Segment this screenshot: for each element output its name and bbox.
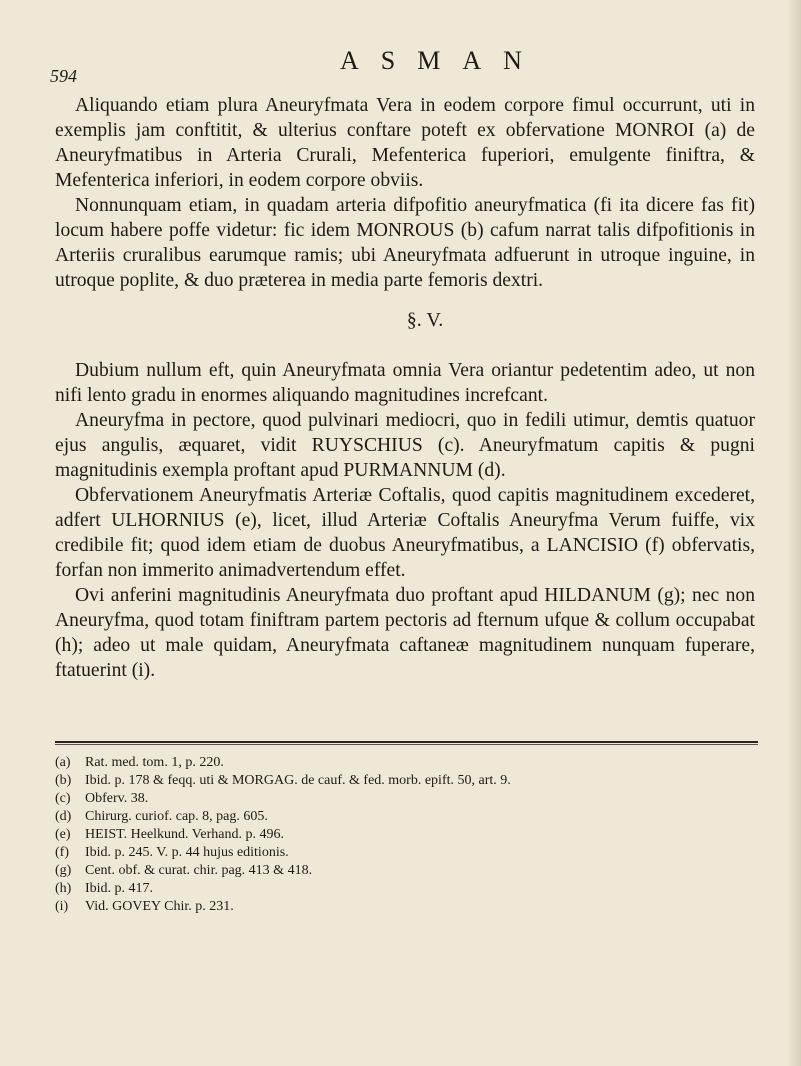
footnote-text: Chirurg. curiof. cap. 8, pag. 605. — [85, 809, 268, 824]
footnote — [55, 772, 755, 790]
footnote — [55, 844, 755, 862]
footnote-text: Ibid. p. 245. V. p. 44 hujus editionis. — [85, 845, 289, 860]
footnotes — [55, 754, 755, 916]
footnote-label: (c) — [55, 791, 71, 806]
running-title: ASMAN — [340, 46, 544, 75]
paragraph: Obfervationem Aneuryfmatis Arteriæ Coftalis, quod capitis magnitudinem excederet, adfert ULHORNIUS (e), licet, illud Arteriæ Coftalis Aneuryfma Verum fuiffe, vix credibile fit; quod idem etiam de duobus Aneuryfmatibus, a LANCISIO (f) obfervatis, forfan non immerito animadvertendum effet. — [55, 485, 755, 581]
footnote-text: Rat. med. tom. 1, p. 220. — [85, 755, 224, 770]
footnote-label: (i) — [55, 899, 69, 914]
paragraph: Aneuryfma in pectore, quod pulvinari mediocri, quo in fedili utimur, demtis quatuor ejus angulis, æquaret, vidit RUYSCHIUS (c). Aneuryfmatum capitis & pugni magnitudinis exempla proftant apud PURMANNUM (d). — [55, 410, 755, 481]
footnote — [55, 826, 755, 844]
footnote-text: Ibid. p. 178 & feqq. uti & MORGAG. de cauf. & fed. morb. epift. 50, art. 9. — [85, 773, 511, 788]
body-text — [55, 93, 755, 683]
paragraph: Nonnunquam etiam, in quadam arteria difpofitio aneuryfmatica (fi ita dicere fas fit) locum habere poffe videtur: fic idem MONROUS (b) cafum narrat talis difpofitionis in Arteriis cruralibus earumque ramis; ubi Aneuryfmata adfuerunt in utroque inguine, in utroque poplite, & duo præterea in media parte femoris dextri. — [55, 195, 755, 291]
footnote-label: (b) — [55, 773, 72, 788]
page-edge — [787, 0, 801, 1066]
section-heading: §. V. — [406, 309, 444, 331]
paragraph: Aliquando etiam plura Aneuryfmata Vera in eodem corpore fimul occurrunt, uti in exemplis jam conftitit, & ulterius conftare poteft ex obfervatione MONROI (a) de Aneuryfmatibus in Arteria Crurali, Mefenterica fuperiori, emulgente finiftra, & Mefenterica inferiori, in eodem corpore obviis. — [55, 95, 755, 191]
footnote — [55, 790, 755, 808]
footnote-label: (f) — [55, 845, 69, 860]
footnote — [55, 862, 755, 880]
paragraph: Dubium nullum eft, quin Aneuryfmata omnia Vera oriantur pedetentim adeo, ut non nifi lento gradu in enormes aliquando magnitudines increfcant. — [55, 360, 755, 406]
footnote-text: Ibid. p. 417. — [85, 881, 154, 896]
footnote-rule — [55, 741, 758, 745]
footnote-text: Vid. GOVEY Chir. p. 231. — [85, 899, 234, 914]
footnote-text: HEIST. Heelkund. Verhand. p. 496. — [85, 827, 284, 842]
footnote — [55, 754, 755, 772]
footnote-label: (h) — [55, 881, 72, 896]
footnote-label: (d) — [55, 809, 72, 824]
page-header — [50, 44, 750, 84]
footnote — [55, 880, 755, 898]
footnote-label: (g) — [55, 863, 72, 878]
footnote — [55, 808, 755, 826]
footnote-label: (e) — [55, 827, 71, 842]
paragraph: Ovi anferini magnitudinis Aneuryfmata duo proftant apud HILDANUM (g); nec non Aneuryfma, quod totam finiftram partem pectoris ad fternum ufque & collum occupabat (h); adeo ut male quidam, Aneuryfmata caftaneæ magnitudinem nunquam fuperare, ftatuerint (i). — [55, 585, 755, 681]
footnote — [55, 898, 755, 916]
footnote-label: (a) — [55, 755, 71, 770]
page-number: 594 — [50, 66, 77, 86]
footnote-text: Obferv. 38. — [85, 791, 149, 806]
footnote-text: Cent. obf. & curat. chir. pag. 413 & 418. — [85, 863, 313, 878]
